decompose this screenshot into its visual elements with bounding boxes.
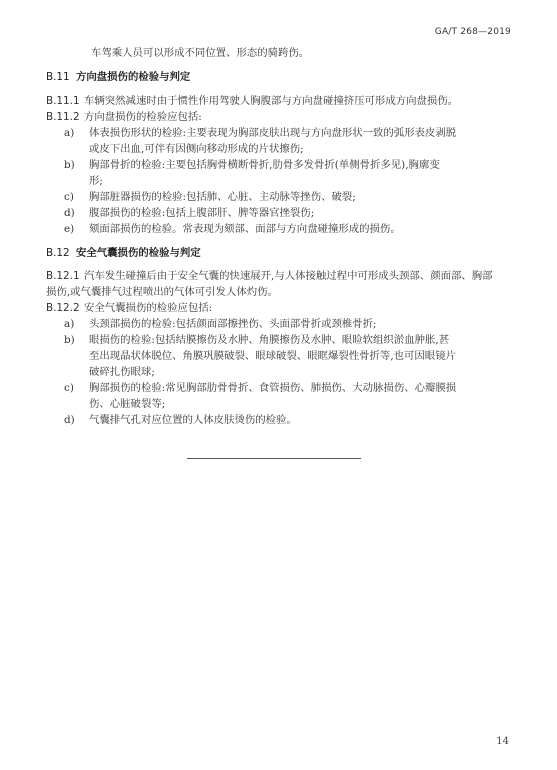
item-mark: b)	[64, 159, 75, 171]
item-mark: e)	[64, 223, 75, 235]
section-title: 方向盘损伤的检验与判定	[76, 71, 191, 83]
clause-text: 车辆突然减速时由于惯性作用驾驶人胸腹部与方向盘碰撞挤压可形成方向盘损伤。	[84, 95, 459, 107]
item-line: 形;	[89, 175, 103, 187]
clause-number: B.11.1	[46, 95, 80, 107]
item-line: 体表损伤形状的检验:主要表现为胸部皮肤出现与方向盘形状一致的弧形表皮剥脱	[89, 127, 457, 139]
item-mark: d)	[64, 414, 75, 426]
item-line: 颏面部损伤的检验。常表现为颏部、面部与方向盘碰撞形成的损伤。	[89, 223, 401, 235]
section-number: B.11	[46, 71, 70, 83]
section-heading-b11	[46, 70, 190, 84]
clause-continuation: 损伤,或气囊排气过程喷出的气体可引发人体灼伤。	[46, 286, 278, 298]
clause-text: 安全气囊损伤的检验应包括:	[84, 302, 213, 314]
item-line: 气囊排气孔对应位置的人体皮肤烫伤的检验。	[89, 414, 297, 426]
item-line: 胸部损伤的检验:常见胸部肋骨骨折、食管损伤、肺损伤、大动脉损伤、心瓣膜损	[89, 382, 457, 394]
item-line: 胸部脏器损伤的检验:包括肺、心脏、主动脉等挫伤、破裂;	[89, 191, 356, 203]
clause-b11-1	[46, 94, 458, 108]
clause-b12-1	[46, 269, 493, 283]
section-number: B.12	[46, 247, 70, 259]
clause-b12-2	[46, 301, 212, 315]
clause-text: 汽车发生碰撞后由于安全气囊的快速展开,与人体接触过程中可形成头颈部、颜面部、胸部	[84, 270, 493, 282]
item-mark: c)	[64, 382, 74, 394]
item-line: 胸部骨折的检验:主要包括胸骨横断骨折,肋骨多发骨折(单侧骨折多见),胸廓变	[89, 159, 440, 171]
item-line: 眼损伤的检验:包括结膜擦伤及水肿、角膜擦伤及水肿、眼睑软组织淤血肿胀,甚	[89, 334, 450, 346]
clause-text: 方向盘损伤的检验应包括:	[84, 111, 202, 123]
item-mark: a)	[64, 318, 75, 330]
item-mark: d)	[64, 207, 75, 219]
item-line: 腹部损伤的检验:包括上腹部肝、脾等器官挫裂伤;	[89, 207, 315, 219]
section-heading-b12	[46, 246, 201, 260]
clause-number: B.12.2	[46, 302, 80, 314]
clause-b11-2	[46, 110, 202, 124]
item-line: 头颈部损伤的检验:包括颜面部擦挫伤、头面部骨折或颈椎骨折;	[89, 318, 377, 330]
clause-number: B.11.2	[46, 111, 80, 123]
standard-code: GA/T 268—2019	[434, 27, 511, 37]
item-line: 至出现晶状体脱位、角膜巩膜破裂、眼球破裂、眼眶爆裂性骨折等,也可因眼镜片	[89, 350, 456, 362]
clause-number: B.12.1	[46, 270, 80, 282]
item-mark: c)	[64, 191, 74, 203]
section-title: 安全气囊损伤的检验与判定	[76, 247, 201, 259]
item-line: 破碎扎伤眼球;	[89, 366, 155, 378]
page-number: 14	[496, 736, 509, 747]
item-mark: b)	[64, 334, 75, 346]
item-line: 伤、心脏破裂等;	[89, 398, 166, 410]
item-line: 或皮下出血,可伴有因侧向移动形成的片状擦伤;	[89, 143, 304, 155]
continuation-text: 车驾乘人员可以形成不同位置、形态的骑跨伤。	[91, 47, 310, 59]
item-mark: a)	[64, 127, 75, 139]
end-rule	[187, 458, 361, 459]
